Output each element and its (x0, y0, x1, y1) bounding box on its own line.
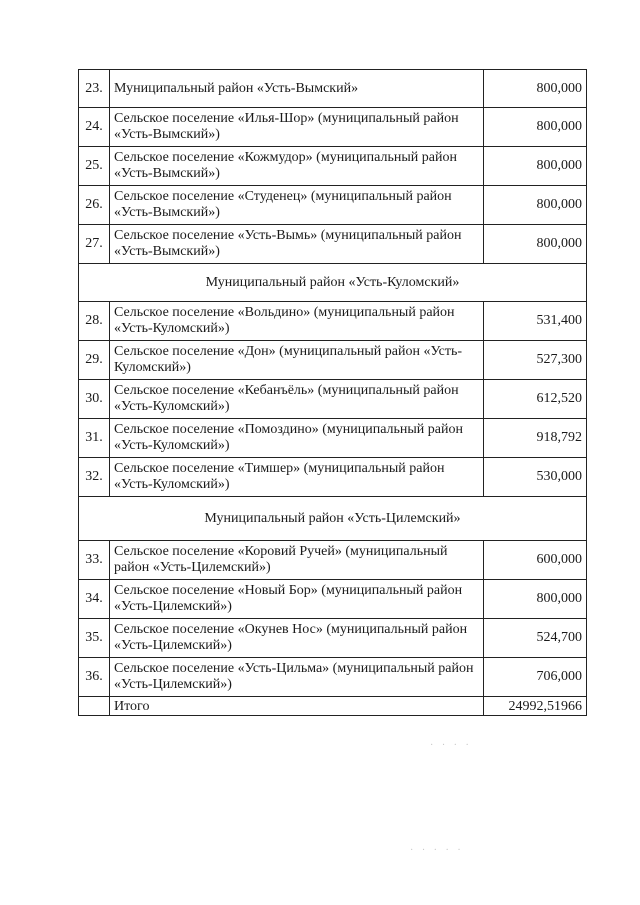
row-value: 800,000 (484, 108, 587, 147)
row-value: 800,000 (484, 186, 587, 225)
table-row (79, 580, 587, 619)
table-row (79, 458, 587, 497)
row-name: Сельское поселение «Усть-Цильма» (муниципальный район «Усть-Цилемский») (110, 658, 484, 697)
row-name: Муниципальный район «Усть-Вымский» (110, 70, 484, 108)
row-name: Сельское поселение «Илья-Шор» (муниципальный район «Усть-Вымский») (110, 108, 484, 147)
row-name: Сельское поселение «Новый Бор» (муниципальный район «Усть-Цилемский») (110, 580, 484, 619)
row-number: 25. (79, 147, 110, 186)
table-row (79, 341, 587, 380)
row-number: 36. (79, 658, 110, 697)
row-value: 706,000 (484, 658, 587, 697)
row-value: 800,000 (484, 225, 587, 264)
row-name: Сельское поселение «Тимшер» (муниципальный район «Усть-Куломский») (110, 458, 484, 497)
row-name: Сельское поселение «Кожмудор» (муниципальный район «Усть-Вымский») (110, 147, 484, 186)
row-value: 918,792 (484, 419, 587, 458)
scan-noise: · · · · · (410, 845, 464, 856)
row-name: Сельское поселение «Коровий Ручей» (муниципальный район «Усть-Цилемский») (110, 541, 484, 580)
table-row (79, 380, 587, 419)
row-number: 30. (79, 380, 110, 419)
scan-noise: · · · · (430, 740, 472, 751)
row-number: 28. (79, 302, 110, 341)
table-row (79, 541, 587, 580)
row-number: 32. (79, 458, 110, 497)
table-row (79, 658, 587, 697)
table-row (79, 186, 587, 225)
row-number: 24. (79, 108, 110, 147)
row-number: 33. (79, 541, 110, 580)
row-number: 29. (79, 341, 110, 380)
row-value: 527,300 (484, 341, 587, 380)
table-row (79, 619, 587, 658)
row-value: 600,000 (484, 541, 587, 580)
row-name: Сельское поселение «Усть-Вымь» (муниципальный район «Усть-Вымский») (110, 225, 484, 264)
row-value: 524,700 (484, 619, 587, 658)
row-number: 31. (79, 419, 110, 458)
row-value: 800,000 (484, 147, 587, 186)
row-value: 800,000 (484, 580, 587, 619)
row-name: Сельское поселение «Студенец» (муниципальный район «Усть-Вымский») (110, 186, 484, 225)
row-value: 530,000 (484, 458, 587, 497)
total-row (79, 697, 587, 716)
table-row (79, 225, 587, 264)
row-name: Сельское поселение «Помоздино» (муниципальный район «Усть-Куломский») (110, 419, 484, 458)
section-heading: Муниципальный район «Усть-Куломский» (79, 264, 587, 302)
table-row (79, 302, 587, 341)
budget-allocation-table (78, 69, 587, 716)
row-number: 23. (79, 70, 110, 108)
total-number-cell (79, 697, 110, 716)
row-name: Сельское поселение «Дон» (муниципальный район «Усть-Куломский») (110, 341, 484, 380)
total-label: Итого (110, 697, 484, 716)
total-value: 24992,51966 (484, 697, 587, 716)
table-row (79, 70, 587, 108)
table-row (79, 147, 587, 186)
table-row (79, 419, 587, 458)
row-name: Сельское поселение «Кебанъёль» (муниципальный район «Усть-Куломский») (110, 380, 484, 419)
row-value: 612,520 (484, 380, 587, 419)
section-header-row (79, 264, 587, 302)
row-value: 531,400 (484, 302, 587, 341)
row-value: 800,000 (484, 70, 587, 108)
table-row (79, 108, 587, 147)
row-number: 26. (79, 186, 110, 225)
row-number: 34. (79, 580, 110, 619)
row-number: 27. (79, 225, 110, 264)
section-heading: Муниципальный район «Усть-Цилемский» (79, 497, 587, 541)
row-number: 35. (79, 619, 110, 658)
section-header-row (79, 497, 587, 541)
row-name: Сельское поселение «Вольдино» (муниципальный район «Усть-Куломский») (110, 302, 484, 341)
row-name: Сельское поселение «Окунев Нос» (муниципальный район «Усть-Цилемский») (110, 619, 484, 658)
